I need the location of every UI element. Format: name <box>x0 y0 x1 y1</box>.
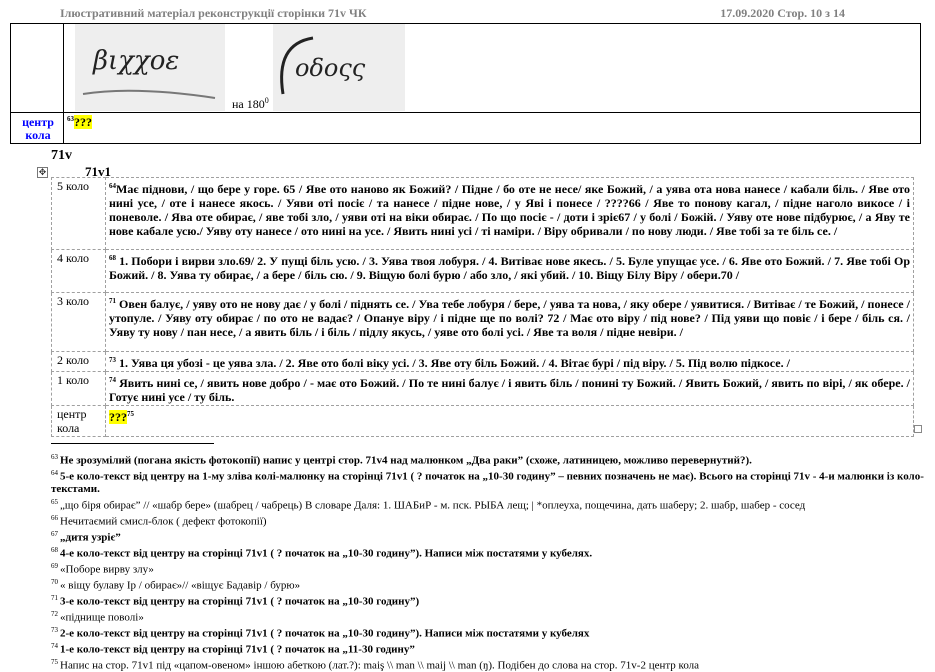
footnote: $^{73}$ 2-е коло-текст від центру на сторінці 71v1 ( ? початок на „10-30 годину”). Написи між постатями у кубелях <box>51 626 590 640</box>
circle-text-table <box>51 177 914 437</box>
footnote: $^{69}$ «Поборе вирву злу» <box>51 561 154 576</box>
footnote-ref[interactable]: 68 <box>109 254 116 262</box>
header-date-page: 17.09.2020 Стор. 10 з 14 <box>720 6 845 20</box>
table-row <box>52 250 914 293</box>
footnote-ref[interactable]: 71 <box>109 297 116 305</box>
table-divider <box>63 24 64 143</box>
footnote: $^{67}$ „дитя узріє” <box>51 529 121 544</box>
rotation-note: на $180^0$ <box>232 96 269 111</box>
footnote: $^{65}$ „що біря обирає” // «шабр бере» (шабрец / чабрець) В словаре Даля: 1. ШАБиР - м. пск. РЫБА лещ; | *оплеуха, пощечина, дать шаберу; 2. шабр, шабер - сосед <box>51 497 806 512</box>
row-label: 4 коло <box>52 250 106 293</box>
top-table <box>10 23 921 144</box>
row-label: 1 коло <box>52 372 106 406</box>
center-label: центр кола <box>22 115 54 142</box>
footnote: $^{66}$ Нечитаємий смисл-блок ( дефект фотокопії) <box>51 513 267 528</box>
table-row <box>52 406 914 437</box>
manuscript-fragment-1 <box>75 24 225 111</box>
row-text[interactable]: $^{71}$ Овен балує, / уяву ото не нову дає / у болі / піднять се. / Ува тебе лобуря / бере, / уява та нова, / яку обере / уявитися. / Витіває / те Божий, / понесе / утопуле. / Уяву оту обирає / по ото не вадає? / Опануе віру / і підне ще по волі? 72 / Має ото віру / під нове? / Під уяви що повіє / і бере / біль ся. / Уяву ту нову / пан несе, / а явить біль / і біль / підлу якусь, / уяве ото болі усі. / Яве та воля / підне невіри. / <box>106 293 914 352</box>
footnote: $^{72}$ «піднище поволі» <box>51 609 144 624</box>
manuscript-scan-2 <box>273 24 405 111</box>
footnote: $^{64}$ 5-е коло-текст від центру на 1-му зліва колі-малюнку на сторінці 71v1 ( ? початок на „10-30 годину” – певних позначень не має). Всього на сторінці 71v - 4-и малюнки із коло-текстами. <box>51 469 924 496</box>
footnote: $^{70}$ « віщу булаву Ір / обирає»// «віщує Бадавір / бурю» <box>51 577 301 592</box>
move-handle-icon[interactable]: ✥ <box>38 167 47 177</box>
footnote-ref[interactable]: 75 <box>127 410 134 418</box>
row-text[interactable]: $^{68}$ 1. Побори і вирви зло.69/ 2. У пущі біль усю. / 3. Уява твоя лобуря. / 4. Витіває нове якесь. / 5. Буле упущає усе. / 6. Яве ото Божий. / 7. Яве тобі Ор Божий. / 8. Уява ту обирає, / а бере / біль сю. / 9. Віщую болі бурю / або зло, / які убий. / 10. Віщу Білу Віру / обери.70 / <box>106 250 914 293</box>
row-text[interactable]: $^{64}$Має піднови, / що бере у горе. 65 / Яве ото наново як Божий? / Підне / бо оте не несе/ яке Божий, / а уява ота нова нанесе / кабали біль. / Яве ото нині усе, / оте і нанесе якось. / Уяви оті посіє / та нанесе / підне нове, / у Яві і понесе / ????66 / Яве то понову кагал, / підне наголо викосе / і поневоле. / Ява оте обирає, / яве тобі зло, / уяви оті на віки обирає. / По що посіє - / доти і зріє67 / у болі / Божій. / Уяву оте нове підбурює, / а Яву те нове кабале усю./ Уяву оту нанесе / ото нині на усе. / Явить нині усі / ті наміри. / Віру обривали / по нову люди. / Яве тобі за те біль се. / <box>106 178 914 250</box>
footnote: $^{74}$ 1-е коло-текст від центру на сторінці 71v1 ( ? початок на „11-30 годину” <box>51 642 415 656</box>
row-text[interactable]: ???$^{75}$ <box>106 406 914 437</box>
center-value: $^{63}$??? <box>67 115 92 129</box>
table-row <box>52 293 914 352</box>
manuscript-scan-1 <box>75 24 225 111</box>
footnote-ref[interactable]: 64 <box>109 182 116 190</box>
table-divider <box>11 112 920 113</box>
table-row <box>52 372 914 406</box>
footnotes <box>51 451 926 672</box>
manuscript-fragment-2 <box>273 24 405 111</box>
subpage-label: 71v1 <box>85 164 111 179</box>
footnote-separator <box>51 443 214 444</box>
header-title: Ілюстративний матеріал реконструкції сторінки 71v ЧК <box>60 6 367 20</box>
row-text[interactable]: $^{74}$ Явить нині се, / явить нове добро / - має ото Божий. / По те нині балує / і явить біль / понині ту Божий. / Явить Божий, / явить по вірі, / як обере. / Готує нині усе / ту біль. <box>106 372 914 406</box>
footnote: $^{63}$ Не зрозумілий (погана якість фотокопії) напис у центрі стор. 71v4 над малюнком „Два раки” (схоже, латиницею, можливо перевернутий?). <box>51 453 752 467</box>
row-label: 5 коло <box>52 178 106 250</box>
table-row <box>52 178 914 250</box>
page-label: 71v <box>51 148 72 163</box>
footnote: $^{75}$ Напис на стор. 71v1 під «цапом-овеном» іншою абеткою (лат.?): maiş \\ man \\ maij \\ man (ŋ). Подібен до слова на стор. 71v-2 центр кола <box>51 658 700 672</box>
row-label: 2 коло <box>52 352 106 372</box>
footnote-ref[interactable]: 73 <box>109 356 116 364</box>
footnote-ref[interactable]: 63 <box>67 115 74 123</box>
footnote: $^{71}$ 3-е коло-текст від центру на сторінці 71v1 ( ? початок на „10-30 годину”) <box>51 593 420 608</box>
row-text[interactable]: $^{73}$ 1. Уява ця убозі - це уява зла. / 2. Яве ото болі віку усі. / 3. Яве оту біль Божий. / 4. Вітає бурі / під віру. / 5. Під волю підкосе. / <box>106 352 914 372</box>
footnote-ref[interactable]: 74 <box>109 376 116 384</box>
row-label: 3 коло <box>52 293 106 352</box>
page-header <box>60 6 845 22</box>
handwriting-1: βιχχοε <box>93 46 180 76</box>
table-row <box>52 352 914 372</box>
row-label: центр кола <box>52 406 106 437</box>
handwriting-2: οδοςς <box>295 54 366 82</box>
footnote: $^{68}$ 4-е коло-текст від центру на сторінці 71v1 ( ? початок на „10-30 годину”). Написи між постатями у кубелях. <box>51 545 593 560</box>
table-resize-handle[interactable] <box>914 425 922 433</box>
